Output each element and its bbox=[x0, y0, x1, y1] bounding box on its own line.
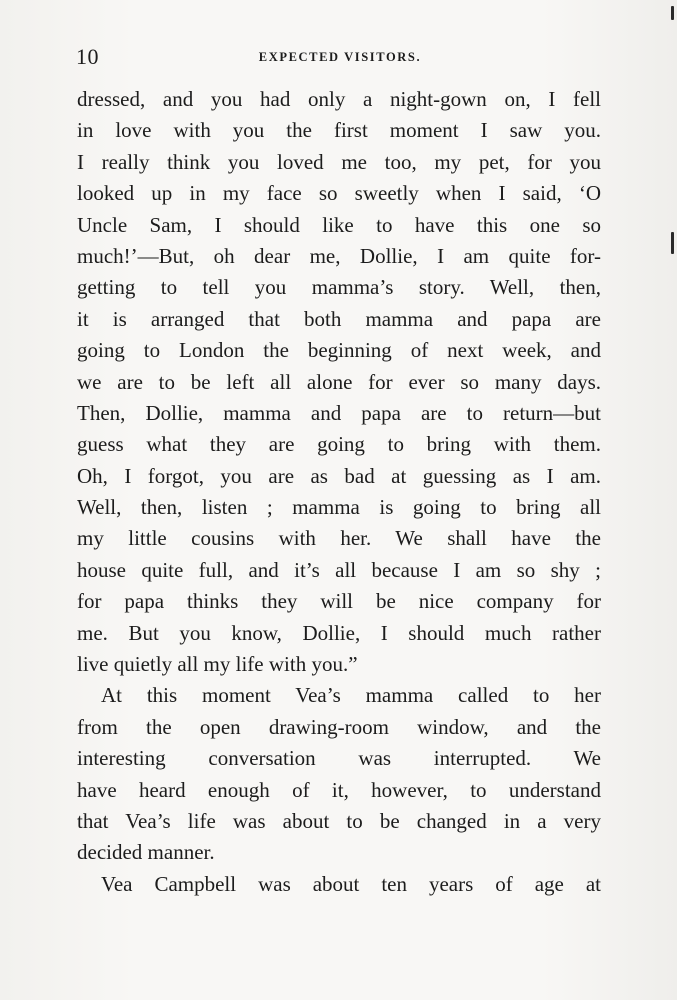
page-edge-mark bbox=[671, 6, 674, 20]
text-line: I really think you loved me too, my pet, for you bbox=[77, 149, 601, 174]
text-line: my little cousins with her. We shall have the bbox=[77, 526, 601, 551]
text-line: me. But you know, Dollie, I should much rather bbox=[77, 620, 601, 645]
text-line: Uncle Sam, I should like to have this one so bbox=[77, 212, 601, 237]
text-line: dressed, and you had only a night-gown on, I fell bbox=[77, 87, 601, 111]
text-line: from the open drawing-room window, and the bbox=[77, 714, 601, 739]
page-number: 10 bbox=[76, 44, 99, 69]
text-line: for papa thinks they will be nice company for bbox=[77, 589, 601, 614]
text-line: in love with you the first moment I saw you. bbox=[77, 118, 601, 143]
text-line: we are to be left all alone for ever so many days. bbox=[77, 369, 601, 394]
page-edge-mark bbox=[671, 232, 674, 254]
text-line: it is arranged that both mamma and papa are bbox=[77, 306, 601, 331]
text-line: guess what they are going to bring with them. bbox=[77, 432, 601, 457]
text-line: looked up in my face so sweetly when I said, ‘O bbox=[77, 181, 601, 206]
text-line: going to London the beginning of next week, and bbox=[77, 338, 601, 363]
text-line: that Vea’s life was about to be changed in a very bbox=[77, 808, 601, 833]
body-text bbox=[77, 84, 601, 900]
paragraph-end-line: live quietly all my life with you.” bbox=[77, 652, 358, 677]
paragraph-start-line: Vea Campbell was about ten years of age at bbox=[101, 871, 601, 896]
paragraph-end-line: decided manner. bbox=[77, 840, 215, 865]
text-line: Then, Dollie, mamma and papa are to return—but bbox=[77, 400, 601, 425]
paragraph-start-line: At this moment Vea’s mamma called to her bbox=[101, 683, 601, 708]
text-line: have heard enough of it, however, to understand bbox=[77, 777, 601, 802]
running-head: EXPECTED VISITORS. bbox=[258, 50, 422, 64]
page-header bbox=[76, 44, 604, 72]
text-line: getting to tell you mamma’s story. Well, then, bbox=[77, 275, 601, 300]
text-line: Well, then, listen ; mamma is going to bring all bbox=[77, 495, 601, 520]
text-line: house quite full, and it’s all because I am so shy ; bbox=[77, 557, 601, 582]
text-line: Oh, I forgot, you are as bad at guessing as I am. bbox=[77, 463, 601, 488]
text-line: interesting conversation was interrupted. We bbox=[77, 746, 601, 771]
text-line: much!’—But, oh dear me, Dollie, I am quite for- bbox=[77, 243, 601, 268]
